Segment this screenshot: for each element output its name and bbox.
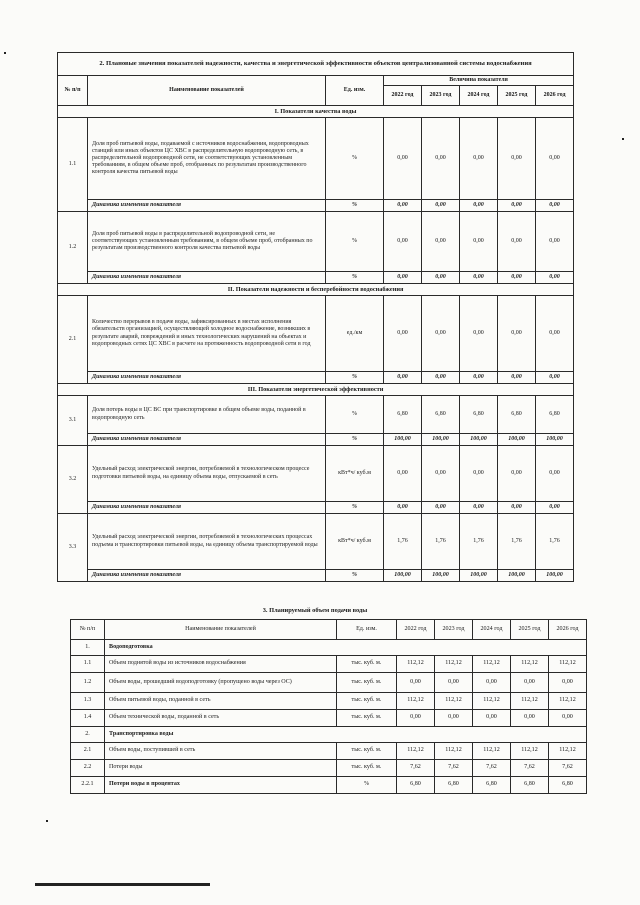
header-value: Величина показателя xyxy=(384,76,574,86)
indicator-name: Доля проб питьевой воды в распределительной водопроводной сети, не соответствующих установленным требованиям, в общем объеме проб, отобранных по результатам производственного контроля качества питьевой воды xyxy=(88,212,326,272)
value-cell: 0,00 xyxy=(397,673,435,693)
value-cell: 112,12 xyxy=(435,743,473,760)
dynamics-value: 100,00 xyxy=(498,434,536,446)
row-number: 1.2 xyxy=(58,212,88,284)
value-cell: 0,00 xyxy=(460,296,498,372)
value-cell: 6,80 xyxy=(498,396,536,434)
scan-dot xyxy=(4,52,6,54)
value-cell: 112,12 xyxy=(511,743,549,760)
unit-cell: тыс. куб. м. xyxy=(337,673,397,693)
group-title: II. Показатели надежности и бесперебойности водоснабжения xyxy=(58,284,574,296)
value-cell: 6,80 xyxy=(435,777,473,794)
unit-cell: тыс. куб. м. xyxy=(337,743,397,760)
dynamics-unit: % xyxy=(326,502,384,514)
group-title: I. Показатели качества воды xyxy=(58,106,574,118)
dynamics-value: 100,00 xyxy=(498,570,536,582)
value-cell: 112,12 xyxy=(549,693,587,710)
header-year: 2023 год xyxy=(422,86,460,106)
unit-cell: тыс. куб. м. xyxy=(337,710,397,727)
value-cell: 0,00 xyxy=(473,673,511,693)
value-cell: 0,00 xyxy=(498,446,536,502)
value-cell: 1,76 xyxy=(460,514,498,570)
indicator-name: Объем воды, поступившей в сеть xyxy=(105,743,337,760)
row-number: 1.1 xyxy=(71,656,105,673)
dynamics-value: 100,00 xyxy=(536,434,574,446)
dynamics-unit: % xyxy=(326,200,384,212)
dynamics-value: 0,00 xyxy=(422,502,460,514)
header-unit: Ед. изм. xyxy=(326,76,384,106)
value-cell: 6,80 xyxy=(422,396,460,434)
row-number: 1. xyxy=(71,640,105,656)
indicator-name: Доля проб питьевой воды, подаваемой с источников водоснабжения, водопроводных станций или иных объектов ЦС ХВС в распределительную водопроводную сеть, в распределительной водопроводной сети, не соответствующих установленным требованиям, в общем объеме проб, отобранных по результатам производственного контроля качества питьевой воды xyxy=(88,118,326,200)
value-cell: 0,00 xyxy=(460,212,498,272)
value-cell: 7,62 xyxy=(397,760,435,777)
unit-cell: ед./км xyxy=(326,296,384,372)
value-cell: 0,00 xyxy=(460,446,498,502)
dynamics-value: 0,00 xyxy=(460,272,498,284)
value-cell: 112,12 xyxy=(473,656,511,673)
header-name: Наименование показателей xyxy=(105,620,337,640)
row-number: 2.2.1 xyxy=(71,777,105,794)
value-cell: 7,62 xyxy=(511,760,549,777)
unit-cell: % xyxy=(326,118,384,200)
value-cell: 112,12 xyxy=(397,693,435,710)
indicator-name: Объем поднятой воды из источников водоснабжения xyxy=(105,656,337,673)
unit-cell: кВт*ч/ куб.м xyxy=(326,514,384,570)
value-cell: 0,00 xyxy=(473,710,511,727)
water-supply-volume-table xyxy=(70,619,587,794)
value-cell: 112,12 xyxy=(549,743,587,760)
dynamics-value: 0,00 xyxy=(536,272,574,284)
header-year: 2025 год xyxy=(498,86,536,106)
dynamics-value: 0,00 xyxy=(498,200,536,212)
row-number: 2.1 xyxy=(71,743,105,760)
dynamics-unit: % xyxy=(326,272,384,284)
row-number: 3.2 xyxy=(58,446,88,514)
dynamics-value: 0,00 xyxy=(460,200,498,212)
dynamics-value: 0,00 xyxy=(536,372,574,384)
indicator-name: Объем воды, прошедший водоподготовку (пропущено воды через ОС) xyxy=(105,673,337,693)
indicator-name: Объем питьевой воды, поданной в сеть xyxy=(105,693,337,710)
row-number: 3.1 xyxy=(58,396,88,446)
dynamics-value: 0,00 xyxy=(536,502,574,514)
header-year: 2022 год xyxy=(397,620,435,640)
section-name: Транспортировка воды xyxy=(105,727,587,743)
dynamics-label: Динамика изменения показателя xyxy=(88,272,326,284)
dynamics-value: 100,00 xyxy=(422,434,460,446)
dynamics-value: 100,00 xyxy=(384,570,422,582)
header-year: 2024 год xyxy=(473,620,511,640)
dynamics-label: Динамика изменения показателя xyxy=(88,502,326,514)
value-cell: 0,00 xyxy=(536,212,574,272)
indicator-name: Количество перерывов в подаче воды, зафиксированных в местах исполнения обязательств организацией, осуществляющей холодное водоснабжение, возникших в результате аварий, повреждений и иных технологических нарушений на объектах и водопроводных сетях ЦС ХВС в расчете на протяженность водопроводной сети в год xyxy=(88,296,326,372)
reliability-indicators-table xyxy=(57,52,574,582)
value-cell: 0,00 xyxy=(435,710,473,727)
dynamics-value: 0,00 xyxy=(384,272,422,284)
value-cell: 6,80 xyxy=(384,396,422,434)
value-cell: 112,12 xyxy=(397,656,435,673)
value-cell: 0,00 xyxy=(536,446,574,502)
row-number: 1.2 xyxy=(71,673,105,693)
header-name: Наименование показателей xyxy=(88,76,326,106)
value-cell: 1,76 xyxy=(498,514,536,570)
value-cell: 0,00 xyxy=(498,296,536,372)
value-cell: 0,00 xyxy=(397,710,435,727)
value-cell: 6,80 xyxy=(397,777,435,794)
value-cell: 0,00 xyxy=(422,296,460,372)
value-cell: 0,00 xyxy=(536,296,574,372)
indicator-name: Потери воды xyxy=(105,760,337,777)
value-cell: 0,00 xyxy=(422,446,460,502)
section-2-title: 2. Плановые значения показателей надежности, качества и энергетической эффективности объектов централизованной системы водоснабжения xyxy=(58,53,574,76)
dynamics-value: 100,00 xyxy=(384,434,422,446)
dynamics-value: 0,00 xyxy=(460,372,498,384)
scan-dot xyxy=(46,820,48,822)
unit-cell: тыс. куб. м. xyxy=(337,693,397,710)
value-cell: 6,80 xyxy=(536,396,574,434)
header-year: 2025 год xyxy=(511,620,549,640)
dynamics-value: 0,00 xyxy=(498,272,536,284)
value-cell: 7,62 xyxy=(435,760,473,777)
value-cell: 112,12 xyxy=(473,693,511,710)
dynamics-value: 0,00 xyxy=(384,200,422,212)
value-cell: 112,12 xyxy=(435,693,473,710)
unit-cell: кВт*ч/ куб.м xyxy=(326,446,384,502)
row-number: 2. xyxy=(71,727,105,743)
unit-cell: тыс. куб. м. xyxy=(337,656,397,673)
unit-cell: тыс. куб. м. xyxy=(337,760,397,777)
value-cell: 0,00 xyxy=(511,673,549,693)
header-year: 2026 год xyxy=(536,86,574,106)
value-cell: 112,12 xyxy=(511,656,549,673)
dynamics-label: Динамика изменения показателя xyxy=(88,434,326,446)
value-cell: 0,00 xyxy=(511,710,549,727)
header-num: № п/п xyxy=(58,76,88,106)
value-cell: 6,80 xyxy=(549,777,587,794)
header-unit: Ед. изм. xyxy=(337,620,397,640)
scan-dot xyxy=(622,138,624,140)
dynamics-value: 0,00 xyxy=(422,272,460,284)
header-year: 2026 год xyxy=(549,620,587,640)
header-year: 2022 год xyxy=(384,86,422,106)
section-name: Водоподготовка xyxy=(105,640,587,656)
unit-cell: % xyxy=(337,777,397,794)
value-cell: 112,12 xyxy=(435,656,473,673)
value-cell: 0,00 xyxy=(422,212,460,272)
row-number: 1.3 xyxy=(71,693,105,710)
header-year: 2023 год xyxy=(435,620,473,640)
value-cell: 0,00 xyxy=(498,118,536,200)
dynamics-value: 0,00 xyxy=(460,502,498,514)
value-cell: 0,00 xyxy=(422,118,460,200)
value-cell: 0,00 xyxy=(384,446,422,502)
unit-cell: % xyxy=(326,212,384,272)
dynamics-value: 0,00 xyxy=(498,372,536,384)
value-cell: 1,76 xyxy=(422,514,460,570)
dynamics-unit: % xyxy=(326,434,384,446)
value-cell: 0,00 xyxy=(498,212,536,272)
value-cell: 0,00 xyxy=(384,296,422,372)
indicator-name: Доля потерь воды в ЦС ВС при транспортировке в общем объеме воды, поданной в водопроводную сеть xyxy=(88,396,326,434)
header-num: № п/п xyxy=(71,620,105,640)
row-number: 1.1 xyxy=(58,118,88,212)
dynamics-unit: % xyxy=(326,570,384,582)
dynamics-value: 100,00 xyxy=(422,570,460,582)
value-cell: 0,00 xyxy=(435,673,473,693)
value-cell: 0,00 xyxy=(460,118,498,200)
value-cell: 0,00 xyxy=(549,673,587,693)
unit-cell: % xyxy=(326,396,384,434)
indicator-name: Удельный расход электрической энергии, потребляемой в технологическом процессе подготовки питьевой воды, на единицу объема воды, отпускаемой в сеть xyxy=(88,446,326,502)
header-year: 2024 год xyxy=(460,86,498,106)
dynamics-label: Динамика изменения показателя xyxy=(88,200,326,212)
dynamics-value: 0,00 xyxy=(422,200,460,212)
value-cell: 112,12 xyxy=(473,743,511,760)
value-cell: 0,00 xyxy=(384,212,422,272)
value-cell: 7,62 xyxy=(473,760,511,777)
dynamics-label: Динамика изменения показателя xyxy=(88,570,326,582)
dynamics-value: 0,00 xyxy=(498,502,536,514)
value-cell: 112,12 xyxy=(549,656,587,673)
value-cell: 6,80 xyxy=(460,396,498,434)
dynamics-value: 100,00 xyxy=(460,434,498,446)
value-cell: 0,00 xyxy=(384,118,422,200)
indicator-name: Удельный расход электрической энергии, потребляемой в технологических процессах подъема и транспортировки питьевой воды, на единицу объема транспортируемой воды xyxy=(88,514,326,570)
row-number: 3.3 xyxy=(58,514,88,582)
dynamics-value: 0,00 xyxy=(384,372,422,384)
dynamics-value: 0,00 xyxy=(384,502,422,514)
value-cell: 6,80 xyxy=(473,777,511,794)
indicator-name: Потери воды в процентах xyxy=(105,777,337,794)
dynamics-unit: % xyxy=(326,372,384,384)
value-cell: 112,12 xyxy=(397,743,435,760)
value-cell: 6,80 xyxy=(511,777,549,794)
value-cell: 1,76 xyxy=(536,514,574,570)
value-cell: 7,62 xyxy=(549,760,587,777)
dynamics-value: 100,00 xyxy=(536,570,574,582)
value-cell: 0,00 xyxy=(536,118,574,200)
value-cell: 1,76 xyxy=(384,514,422,570)
row-number: 2.2 xyxy=(71,760,105,777)
dynamics-value: 0,00 xyxy=(536,200,574,212)
dynamics-value: 0,00 xyxy=(422,372,460,384)
dynamics-value: 100,00 xyxy=(460,570,498,582)
dynamics-label: Динамика изменения показателя xyxy=(88,372,326,384)
group-title: III. Показатели энергетической эффективности xyxy=(58,384,574,396)
value-cell: 0,00 xyxy=(549,710,587,727)
scan-edge-line xyxy=(35,883,210,886)
row-number: 2.1 xyxy=(58,296,88,384)
indicator-name: Объем технической воды, поданной в сеть xyxy=(105,710,337,727)
section-3-title: 3. Планируемый объем подачи воды xyxy=(262,607,368,614)
row-number: 1.4 xyxy=(71,710,105,727)
value-cell: 112,12 xyxy=(511,693,549,710)
